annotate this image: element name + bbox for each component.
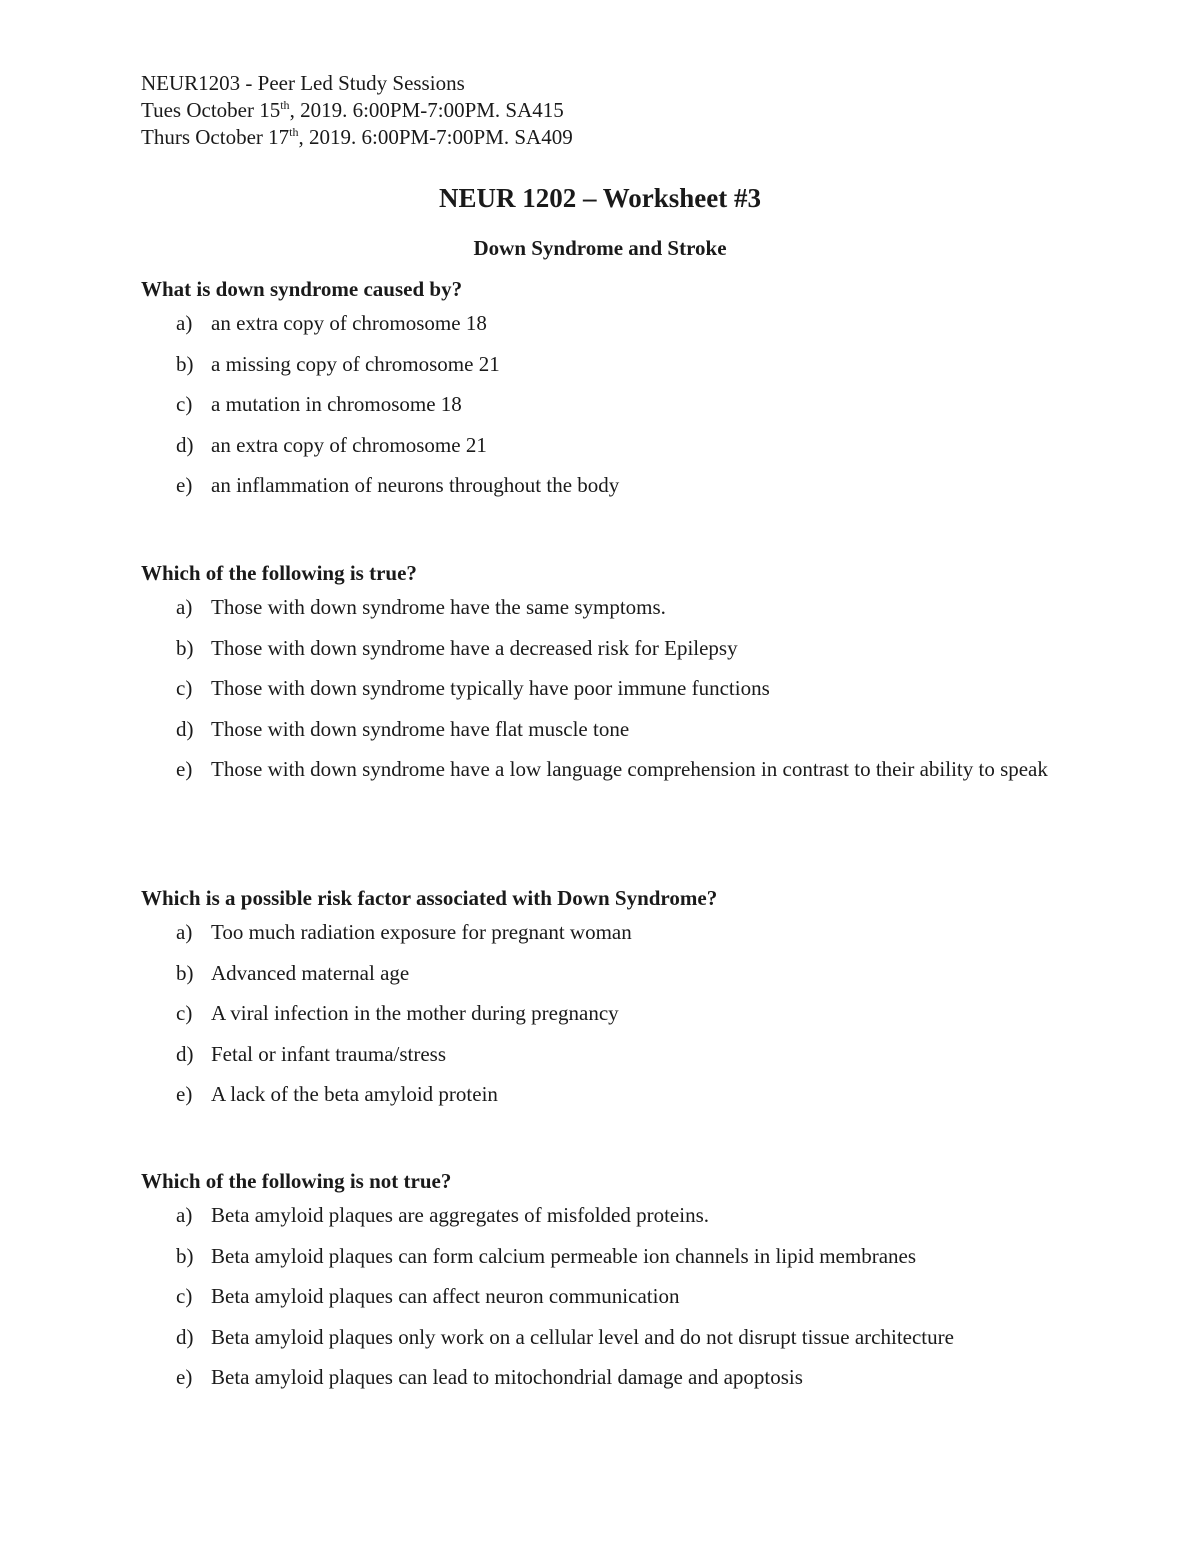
option-letter: d) [176, 432, 194, 457]
option-text: Beta amyloid plaques can affect neuron communication [211, 1284, 680, 1309]
option-letter: e) [176, 473, 193, 498]
option-letter: a) [176, 920, 193, 944]
tuesday-ordinal: th [280, 98, 290, 112]
answer-option [141, 303, 1101, 344]
question-3 [141, 884, 1101, 1115]
option-letter: b) [176, 960, 194, 985]
answer-option [141, 1236, 1101, 1277]
answer-option [141, 668, 1101, 709]
option-letter: e) [176, 1365, 193, 1390]
answer-option [141, 425, 1101, 466]
question-4 [141, 1167, 1101, 1398]
answer-option [141, 953, 1101, 994]
option-text: an extra copy of chromosome 18 [211, 311, 487, 335]
thursday-time-room: , 2019. 6:00PM-7:00PM. SA409 [298, 125, 573, 149]
option-text: Those with down syndrome have the same symptoms. [211, 595, 666, 619]
option-text: A viral infection in the mother during pregnancy [211, 1001, 619, 1026]
answer-option [141, 1074, 1101, 1115]
option-letter: d) [176, 1041, 194, 1066]
option-text: Too much radiation exposure for pregnant woman [211, 920, 632, 944]
option-letter: c) [176, 392, 193, 417]
header-tuesday-line [141, 97, 573, 124]
header-course-line: NEUR1203 - Peer Led Study Sessions [141, 71, 465, 95]
option-letter: e) [176, 1082, 193, 1107]
option-text: Those with down syndrome have flat muscle tone [211, 716, 630, 741]
worksheet-title: NEUR 1202 – Worksheet #3 [438, 183, 761, 213]
option-text: an inflammation of neurons throughout the body [211, 473, 620, 498]
option-letter: c) [176, 676, 193, 701]
option-text: Beta amyloid plaques can lead to mitochondrial damage and apoptosis [211, 1365, 803, 1390]
option-letter: a) [176, 1203, 193, 1227]
answer-option [141, 1357, 1101, 1398]
option-text: Those with down syndrome have a low language comprehension in contrast to their ability to speak [211, 757, 1048, 782]
option-text: A lack of the beta amyloid protein [211, 1082, 498, 1107]
answer-options [141, 1195, 1101, 1398]
option-text: Advanced maternal age [211, 960, 410, 985]
question-text: Which is a possible risk factor associated with Down Syndrome? [141, 886, 718, 910]
answer-options [141, 587, 1101, 790]
question-2 [141, 559, 1101, 790]
answer-option [141, 749, 1101, 790]
answer-option [141, 1317, 1101, 1358]
option-letter: b) [176, 351, 194, 376]
answer-option [141, 1034, 1101, 1075]
answer-option [141, 993, 1101, 1034]
option-text: Those with down syndrome typically have poor immune functions [211, 676, 770, 701]
option-letter: c) [176, 1001, 193, 1026]
answer-option [141, 587, 1101, 628]
option-letter: c) [176, 1284, 193, 1309]
answer-option [141, 628, 1101, 669]
option-text: Beta amyloid plaques only work on a cellular level and do not disrupt tissue architecture [211, 1324, 954, 1349]
option-letter: e) [176, 757, 193, 782]
session-header [141, 70, 573, 151]
answer-option [141, 912, 1101, 953]
answer-options [141, 303, 1101, 506]
answer-option [141, 384, 1101, 425]
question-text: What is down syndrome caused by? [141, 277, 463, 301]
thursday-ordinal: th [289, 125, 299, 139]
option-text: an extra copy of chromosome 21 [211, 432, 487, 457]
question-text: Which of the following is not true? [141, 1169, 452, 1193]
tuesday-date: Tues October 15 [141, 98, 281, 122]
option-text: a mutation in chromosome 18 [211, 392, 462, 417]
question-1 [141, 275, 1101, 506]
option-letter: b) [176, 1243, 194, 1268]
worksheet-subtitle: Down Syndrome and Stroke [473, 236, 727, 260]
answer-option [141, 1276, 1101, 1317]
option-letter: d) [176, 716, 194, 741]
answer-option [141, 709, 1101, 750]
option-letter: a) [176, 311, 193, 335]
answer-option [141, 465, 1101, 506]
answer-option [141, 1195, 1101, 1236]
answer-option [141, 344, 1101, 385]
thursday-date: Thurs October 17 [141, 125, 290, 149]
option-text: Fetal or infant trauma/stress [211, 1041, 447, 1066]
option-text: Beta amyloid plaques are aggregates of misfolded proteins. [211, 1203, 710, 1227]
option-letter: a) [176, 595, 193, 619]
option-letter: d) [176, 1324, 194, 1349]
option-text: a missing copy of chromosome 21 [211, 351, 500, 376]
option-letter: b) [176, 635, 194, 660]
tuesday-time-room: , 2019. 6:00PM-7:00PM. SA415 [289, 98, 564, 122]
option-text: Those with down syndrome have a decreased risk for Epilepsy [211, 635, 738, 660]
answer-options [141, 912, 1101, 1115]
header-thursday-line [141, 124, 573, 151]
question-text: Which of the following is true? [141, 561, 417, 585]
option-text: Beta amyloid plaques can form calcium permeable ion channels in lipid membranes [211, 1243, 917, 1268]
